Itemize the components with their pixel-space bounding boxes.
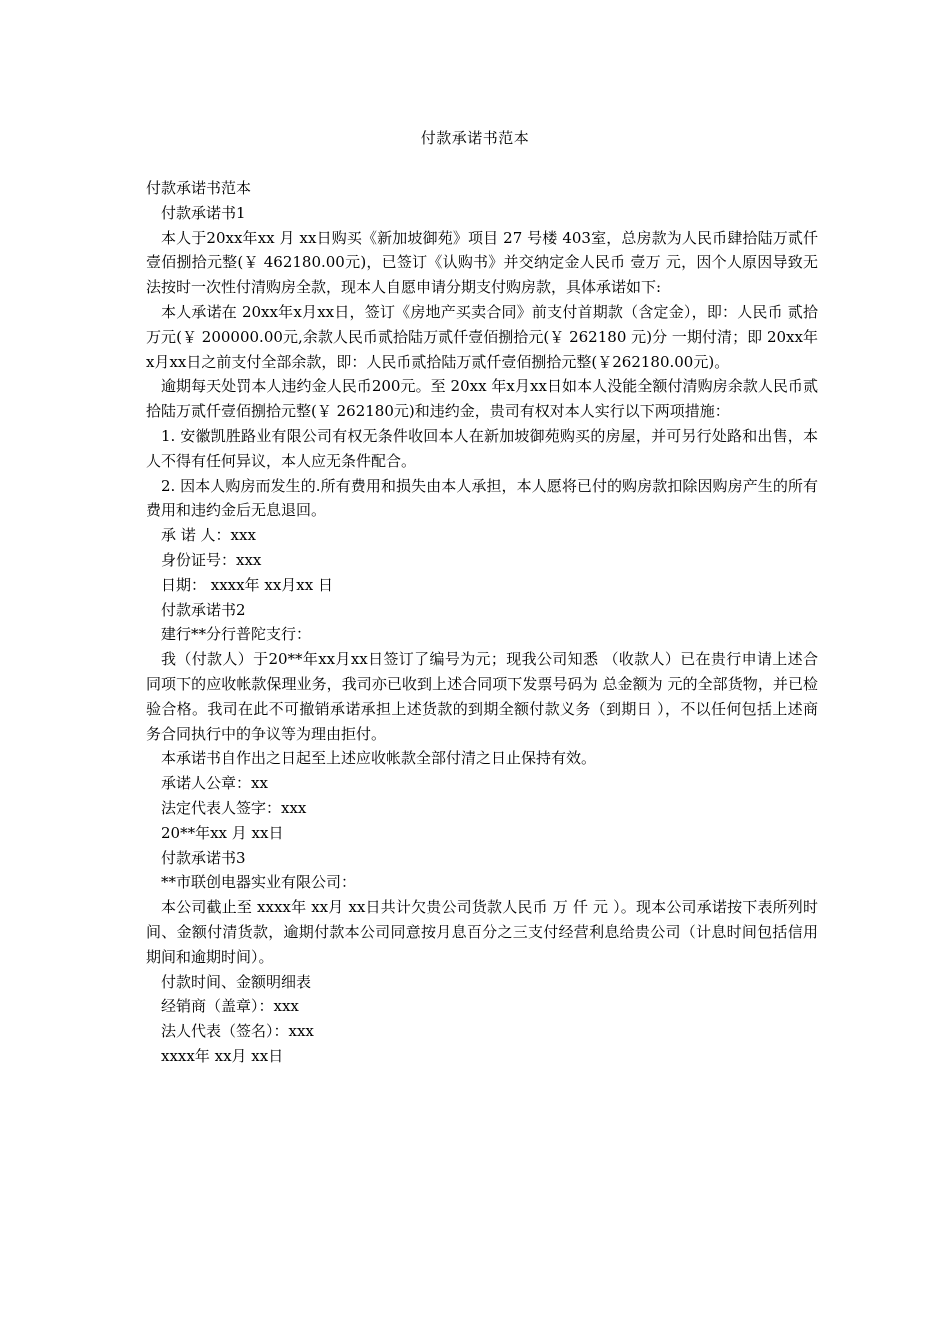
paragraph: 付款承诺书2 xyxy=(161,600,246,619)
document-body xyxy=(146,176,818,1069)
paragraph: 本人于20xx年xx 月 xx日购买《新加坡御苑》项目 27 号楼 403室，总房款为人民币肆拾陆万贰仟壹佰捌拾元整(￥ 462180.00元)，已签订《认购书》并交纳定金人民币 壹万 元，因个人原因导致无法按时一次性付清购房全款，现本人自愿申请分期支付购房款，具体承诺如下: xyxy=(146,228,818,297)
paragraph: 本公司截止至 xxxx年 xx月 xx日共计欠贵公司货款人民币 万 仟 元 ）。现本公司承诺按下表所列时间、金额付清货款，逾期付款本公司同意按月息百分之三支付经营利息给贵公司（计息时间包括信用期间和逾期时间）。 xyxy=(146,898,818,966)
paragraph: 付款承诺书1 xyxy=(161,203,246,222)
paragraph: 法定代表人签字：xxx xyxy=(161,798,307,817)
paragraph: 我（付款人）于20**年xx月xx日签订了编号为元；现我公司知悉 （收款人）已在贵行申请上述合同项下的应收帐款保理业务，我司亦已收到上述合同项下发票号码为 总金额为 元的全部货物，并已检验合格。我司在此不可撤销承诺承担上述货款的到期全额付款义务（到期日 ），不以任何包括上述商务合同执行中的争议等为理由拒付。 xyxy=(146,650,818,743)
paragraph: 经销商（盖章）：xxx xyxy=(161,997,299,1016)
paragraph: 付款时间、金额明细表 xyxy=(161,972,312,991)
paragraph: 付款承诺书3 xyxy=(161,848,246,867)
document-title: 付款承诺书范本 xyxy=(420,129,530,147)
paragraph: 建行**分行普陀支行： xyxy=(161,625,312,644)
paragraph: 承诺人公章：xx xyxy=(161,774,268,793)
paragraph: 本承诺书自作出之日起至上述应收帐款全部付清之日止保持有效。 xyxy=(161,749,597,768)
paragraph: 逾期每天处罚本人违约金人民币200元。至 20xx 年x月xx日如本人没能全额付清购房余款人民币贰拾陆万贰仟壹佰捌拾元整(￥ 262180元)和违约金，贵司有权对本人实行以下两项措施： xyxy=(146,377,818,421)
paragraph: 日期： xxxx年 xx月xx 日 xyxy=(161,575,333,594)
paragraph: 身份证号：xxx xyxy=(161,550,262,569)
paragraph: 承 诺 人：xxx xyxy=(161,526,256,545)
paragraph: 法人代表（签名）：xxx xyxy=(161,1022,314,1041)
paragraph: 1. 安徽凯胜路业有限公司有权无条件收回本人在新加坡御苑购买的房屋，并可另行处路和出售，本人不得有任何异议，本人应无条件配合。 xyxy=(146,426,818,470)
paragraph: 20**年xx 月 xx日 xyxy=(161,823,284,842)
paragraph: **市联创电器实业有限公司： xyxy=(161,873,357,892)
paragraph: 本人承诺在 20xx年x月xx日，签订《房地产买卖合同》前支付首期款（含定金），即：人民币 贰拾万元(￥ 200000.00元,余款人民币贰拾陆万贰仟壹佰捌拾元(￥ 262180 元)分 一期付清；即 20xx年x月xx日之前支付全部余款，即：人民币贰拾陆万贰仟壹佰捌拾元整(￥262180.00元)。 xyxy=(146,302,818,371)
paragraph: 付款承诺书范本 xyxy=(146,179,252,197)
paragraph: xxxx年 xx月 xx日 xyxy=(161,1046,284,1065)
paragraph: 2. 因本人购房而发生的.所有费用和损失由本人承担，本人愿将已付的购房款扣除因购房产生的所有费用和违约金后无息退回。 xyxy=(146,476,818,520)
